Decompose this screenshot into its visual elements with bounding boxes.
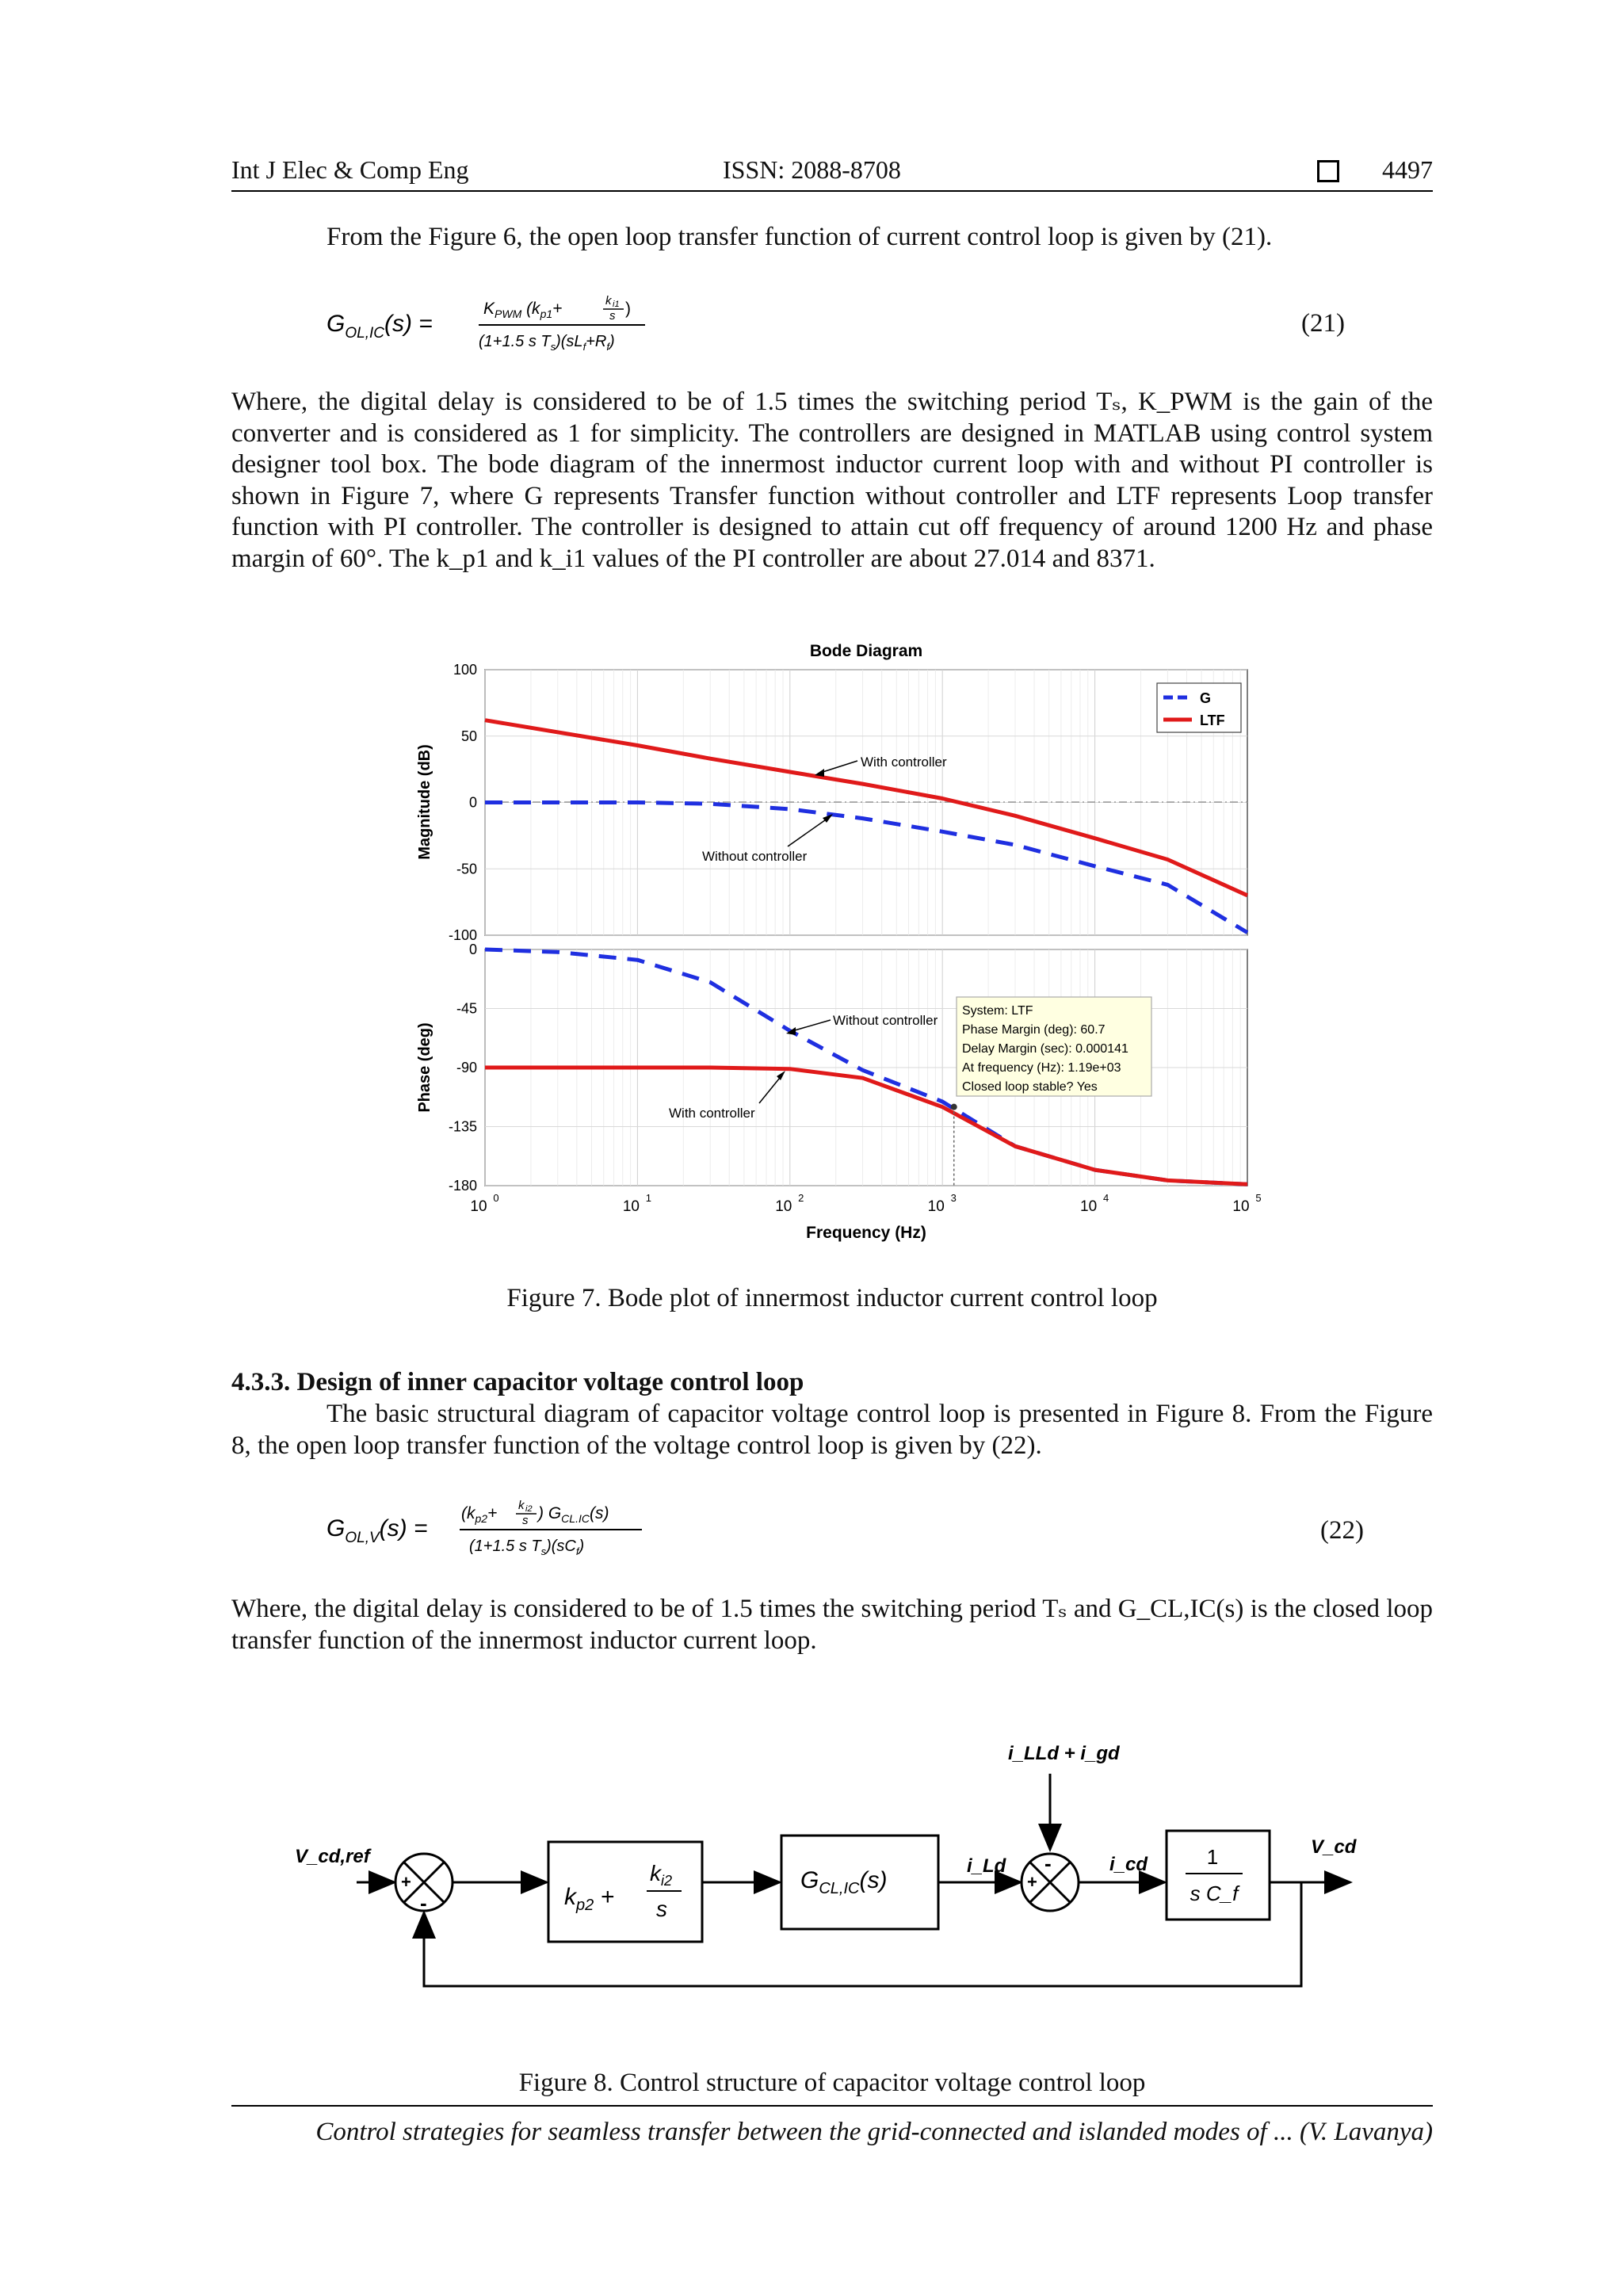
phase-tick-label: -135: [448, 1118, 477, 1135]
datatip-line: Closed loop stable? Yes: [962, 1080, 1098, 1094]
square-bullet-icon: [1317, 160, 1339, 182]
page-footer: Control strategies for seamless transfer between the grid-connected and islanded modes of ... (V. Lavanya): [231, 2105, 1433, 2147]
frequency-tick-exponent: 4: [1102, 1192, 1109, 1204]
phase-tick-label: 0: [468, 942, 477, 957]
svg-text:k: k: [518, 1499, 525, 1512]
svg-text:s: s: [609, 309, 616, 323]
capacitor-block: [1167, 1831, 1270, 1920]
magnitude-tick-label: -50: [456, 861, 477, 877]
annotation-without-controller-mag: Without controller: [702, 849, 808, 864]
frequency-tick-label: 10: [622, 1198, 640, 1215]
bode-diagram: [411, 634, 1282, 1252]
equation-21-number: (21): [1301, 309, 1345, 338]
phase-y-ticks: [449, 942, 477, 1194]
capacitor-numerator: 1: [1206, 1845, 1219, 1869]
magnitude-tick-label: 0: [468, 794, 477, 811]
svg-text:i1: i1: [613, 300, 620, 309]
magnitude-axis-label: Magnitude (dB): [416, 744, 433, 860]
paragraph-3: Where, the digital delay is considered to be of 1.5 times the switching period Tₛ and G_CL,IC(s) is the closed loop transfer function of the innermost inductor current loop.: [231, 1595, 1433, 1655]
figure-7-caption: Figure 7. Bode plot of innermost inductor current control loop: [506, 1284, 1158, 1312]
chart-legend: [1157, 683, 1241, 732]
minus-sign: -: [420, 1891, 427, 1915]
journal-name: Int J Elec & Comp Eng: [231, 155, 469, 184]
equation-22: [327, 1490, 739, 1570]
svg-text:): ): [625, 300, 631, 318]
magnitude-tick-label: -100: [448, 927, 477, 943]
magnitude-tick-label: 50: [460, 728, 477, 744]
svg-text:KPWM (kp1+: $K_{PWM}$ ($k_{p1}+$: [483, 300, 563, 320]
equation-21-formula: [327, 287, 739, 363]
signal-label-ild: i_Ld: [967, 1855, 1006, 1877]
phase-tick-label: -90: [456, 1060, 477, 1075]
chart-title: Bode Diagram: [809, 642, 923, 660]
frequency-tick-exponent: 2: [798, 1192, 804, 1204]
annotation-without-controller-phase: Without controller: [833, 1013, 938, 1028]
signal-label-icd: i_cd: [1109, 1854, 1148, 1875]
minus-sign: -: [1044, 1851, 1052, 1875]
magnitude-tick-label: 100: [453, 662, 477, 678]
svg-text:i2: i2: [525, 1504, 533, 1514]
annotation-with-controller-phase: With controller: [669, 1106, 755, 1121]
paragraph-2: The basic structural diagram of capacitor voltage control loop is presented in Figure 8. From the Figure 8, the open loop transfer function of the voltage control loop is given by (22).: [231, 1400, 1433, 1460]
input-label: V_cd,ref: [295, 1846, 370, 1867]
svg-text:k: k: [605, 294, 612, 308]
datatip-line: Phase Margin (deg): 60.7: [962, 1023, 1106, 1037]
svg-text:GOL,IC(s) =: $G_{OL,IC}(s)$ =: [327, 311, 433, 342]
page-number: 4497: [1382, 155, 1433, 184]
section-title: 4.3.3. Design of inner capacitor voltage control loop: [231, 1368, 804, 1396]
svg-text:s: s: [656, 1897, 667, 1921]
svg-text:s: s: [522, 1514, 529, 1527]
legend-ltf-label: LTF: [1200, 712, 1225, 728]
frequency-tick-exponent: 3: [950, 1192, 957, 1204]
disturbance-label: i_LLd + i_gd: [1008, 1743, 1120, 1764]
phase-axis-label: Phase (deg): [416, 1022, 433, 1113]
svg-text:(kp2+: ($k_{p2}+$: [461, 1504, 498, 1525]
intro-line: From the Figure 6, the open loop transfer function of current control loop is given by (21).: [327, 223, 1273, 251]
summing-junction-1: [395, 1854, 453, 1915]
capacitor-denominator: s C_f: [1190, 1881, 1239, 1905]
datatip-box: [957, 997, 1151, 1096]
svg-text:ki2: $k_{i2}$: [650, 1861, 673, 1889]
phase-tick-label: -180: [448, 1178, 477, 1194]
frequency-tick-label: 10: [775, 1198, 792, 1215]
datatip-line: System: LTF: [962, 1004, 1033, 1018]
issn: ISSN: 2088-8708: [723, 155, 901, 184]
frequency-tick-label: 10: [927, 1198, 945, 1215]
summing-junction-2: [1022, 1851, 1079, 1911]
marker-point: [951, 1104, 957, 1110]
frequency-tick-label: 10: [470, 1198, 487, 1215]
frequency-tick-label: 10: [1080, 1198, 1098, 1215]
control-block-diagram: [285, 1704, 1395, 2021]
equation-22-number: (22): [1320, 1516, 1364, 1545]
frequency-tick-label: 10: [1232, 1198, 1250, 1215]
datatip-line: Delay Margin (sec): 0.000141: [962, 1042, 1128, 1056]
frequency-tick-exponent: 5: [1255, 1192, 1262, 1204]
annotation-with-controller-mag: With controller: [861, 755, 947, 770]
phase-tick-label: -45: [456, 1000, 477, 1017]
frequency-tick-exponent: 1: [645, 1192, 652, 1204]
equation-22-formula: [327, 1490, 739, 1566]
legend-g-label: G: [1200, 690, 1212, 706]
equation-21: [327, 287, 739, 358]
magnitude-y-ticks: [449, 662, 477, 943]
svg-text:(1+1.5 s Ts)(sCf): (1+1.5 s $T_s)(sC_f)$: [469, 1538, 585, 1557]
plus-sign: +: [1027, 1872, 1037, 1892]
svg-text:(1+1.5 s Ts)(sLf+Rf): (1+1.5 s $T_s)(sL_f+R_f)$: [479, 333, 615, 353]
svg-text:) GCL.IC(s): ) $G_{CL.IC}(s)$: [538, 1504, 609, 1525]
frequency-tick-exponent: 0: [493, 1192, 499, 1204]
output-label: V_cd: [1311, 1836, 1357, 1858]
paragraph-1: Where, the digital delay is considered to be of 1.5 times the switching period Tₛ, K_PWM is the gain of the converter and is considered as 1 for simplicity. The controllers are designed in MATLAB using control system designer tool box. The bode diagram of the innermost inductor current loop with and without PI controller is shown in Figure 7, where G represents Transfer function without controller and LTF represents Loop transfer function with PI controller. The controller is designed to attain cut off frequency of around 1200 Hz and phase margin of 60°. The k_p1 and k_i1 values of the PI controller are about 27.014 and 8371.: [231, 388, 1433, 573]
plus-sign: +: [401, 1872, 411, 1892]
svg-text:GOL,V(s) =: $G_{OL,V}(s)$ =: [327, 1515, 428, 1546]
frequency-x-ticks: [470, 1192, 1261, 1215]
svg-text:kp2 +: $k_{p2}$ +: [564, 1884, 615, 1914]
datatip-line: At frequency (Hz): 1.19e+03: [962, 1061, 1121, 1075]
frequency-axis-label: Frequency (Hz): [806, 1224, 926, 1242]
figure-8-caption: Figure 8. Control structure of capacitor voltage control loop: [518, 2069, 1146, 2097]
current-loop-formula: $G_{CL,IC}(s)$: [800, 1867, 888, 1897]
page-header: [231, 155, 1433, 192]
